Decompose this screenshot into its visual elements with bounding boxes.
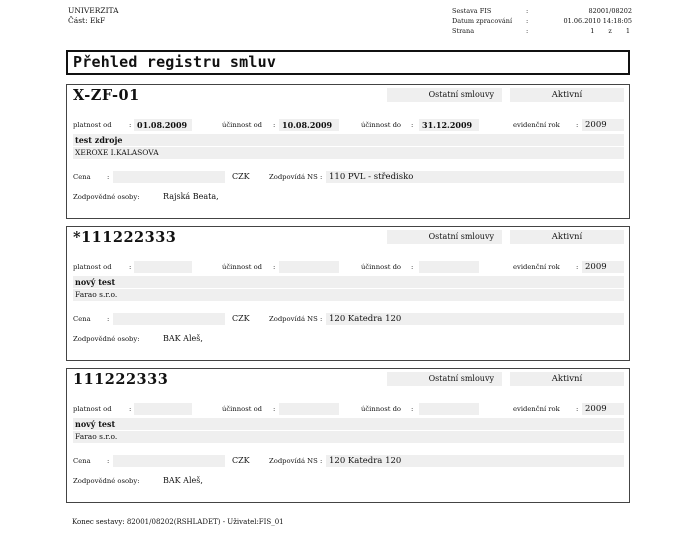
- ucinnost-od-value: [279, 261, 339, 273]
- evidencni-rok-colon: :: [576, 121, 579, 129]
- contract-subject: nový test: [73, 276, 624, 288]
- contract-code: X-ZF-01: [73, 87, 140, 104]
- responsible-persons-value: BAK Aleš,: [163, 334, 203, 343]
- responsible-ns-value: 120 Katedra 120: [326, 313, 624, 325]
- ucinnost-od-label: účinnost od: [222, 263, 263, 271]
- contract-status: Aktivní: [510, 372, 624, 386]
- contract-type: Ostatní smlouvy: [387, 230, 502, 244]
- price-value: [113, 171, 225, 183]
- evidencni-rok-colon: :: [576, 263, 579, 271]
- ucinnost-od-colon: :: [273, 405, 276, 413]
- platnost-od-colon: :: [129, 121, 132, 129]
- price-colon: :: [107, 457, 110, 465]
- report-header-left: [68, 6, 119, 26]
- report-header-right: [452, 6, 632, 36]
- evidencni-rok-value: 2009: [582, 403, 624, 415]
- responsible-ns-label: Zodpovídá NS: [269, 173, 318, 181]
- price-value: [113, 455, 225, 467]
- ucinnost-do-value: [419, 403, 479, 415]
- contract-record: [66, 226, 630, 361]
- contract-partner: Farao s.r.o.: [73, 431, 624, 443]
- page-number: 1: [590, 27, 595, 35]
- responsible-persons-label: Zodpovědné osoby:: [73, 335, 140, 343]
- responsible-ns-colon: :: [320, 457, 323, 465]
- price-colon: :: [107, 315, 110, 323]
- report-title: Přehled registru smluv: [66, 50, 630, 75]
- platnost-od-value: [134, 403, 192, 415]
- contract-partner: Farao s.r.o.: [73, 289, 624, 301]
- ucinnost-od-value: 10.08.2009: [279, 119, 339, 131]
- report-id-row: [452, 6, 632, 16]
- evidencni-rok-colon: :: [576, 405, 579, 413]
- contract-code: *111222333: [73, 229, 177, 246]
- report-id-label: Sestava FIS: [452, 7, 492, 15]
- ucinnost-od-label: účinnost od: [222, 405, 263, 413]
- processing-date-value: 01.06.2010 14:18:05: [563, 17, 632, 25]
- ucinnost-do-colon: :: [411, 405, 414, 413]
- price-colon: :: [107, 173, 110, 181]
- evidencni-rok-label: evidenční rok: [513, 121, 560, 129]
- page-separator: z: [608, 27, 612, 35]
- contract-subject: nový test: [73, 418, 624, 430]
- responsible-ns-colon: :: [320, 173, 323, 181]
- ucinnost-od-colon: :: [273, 263, 276, 271]
- platnost-od-label: platnost od: [73, 263, 112, 271]
- report-id-value: 82001/08202: [588, 7, 632, 15]
- ucinnost-do-value: [419, 261, 479, 273]
- page-total: 1: [625, 27, 630, 35]
- contract-partner: XEROXE I.KALASOVA: [73, 147, 624, 159]
- contract-status: Aktivní: [510, 88, 624, 102]
- page-label: Strana: [452, 27, 475, 35]
- responsible-persons-value: Rajská Beata,: [163, 192, 219, 201]
- contract-type: Ostatní smlouvy: [387, 88, 502, 102]
- price-value: [113, 313, 225, 325]
- price-label: Cena: [73, 315, 91, 323]
- responsible-ns-label: Zodpovídá NS: [269, 315, 318, 323]
- platnost-od-label: platnost od: [73, 121, 112, 129]
- report-id-colon: :: [526, 7, 529, 15]
- responsible-ns-value: 120 Katedra 120: [326, 455, 624, 467]
- ucinnost-do-label: účinnost do: [361, 405, 402, 413]
- price-currency: CZK: [232, 172, 250, 181]
- price-currency: CZK: [232, 314, 250, 323]
- evidencni-rok-label: evidenční rok: [513, 263, 560, 271]
- page-value: [536, 26, 632, 36]
- ucinnost-do-value: 31.12.2009: [419, 119, 479, 131]
- platnost-od-label: platnost od: [73, 405, 112, 413]
- organization-unit: Část: EkF: [68, 16, 106, 25]
- contract-record: [66, 368, 630, 503]
- platnost-od-value: [134, 261, 192, 273]
- evidencni-rok-value: 2009: [582, 261, 624, 273]
- responsible-persons-label: Zodpovědné osoby:: [73, 477, 140, 485]
- ucinnost-od-colon: :: [273, 121, 276, 129]
- page-row: [452, 26, 632, 36]
- processing-date-label: Datum zpracování: [452, 17, 513, 25]
- responsible-ns-value: 110 PVL - středisko: [326, 171, 624, 183]
- ucinnost-do-colon: :: [411, 263, 414, 271]
- platnost-od-colon: :: [129, 263, 132, 271]
- contract-type: Ostatní smlouvy: [387, 372, 502, 386]
- processing-date-row: [452, 16, 632, 26]
- contract-status: Aktivní: [510, 230, 624, 244]
- organization-name: UNIVERZITA: [68, 6, 119, 15]
- contract-subject: test zdroje: [73, 134, 624, 146]
- price-label: Cena: [73, 457, 91, 465]
- platnost-od-colon: :: [129, 405, 132, 413]
- contract-record: [66, 84, 630, 219]
- price-label: Cena: [73, 173, 91, 181]
- responsible-persons-value: BAK Aleš,: [163, 476, 203, 485]
- report-footer: Konec sestavy: 82001/08202(RSHLADET) - Uživatel:FIS_01: [72, 518, 284, 526]
- platnost-od-value: 01.08.2009: [134, 119, 192, 131]
- responsible-ns-label: Zodpovídá NS: [269, 457, 318, 465]
- evidencni-rok-label: evidenční rok: [513, 405, 560, 413]
- responsible-persons-label: Zodpovědné osoby:: [73, 193, 140, 201]
- ucinnost-do-label: účinnost do: [361, 121, 402, 129]
- contract-code: 111222333: [73, 371, 169, 388]
- responsible-ns-colon: :: [320, 315, 323, 323]
- ucinnost-od-label: účinnost od: [222, 121, 263, 129]
- ucinnost-do-colon: :: [411, 121, 414, 129]
- evidencni-rok-value: 2009: [582, 119, 624, 131]
- ucinnost-do-label: účinnost do: [361, 263, 402, 271]
- processing-date-colon: :: [526, 17, 529, 25]
- ucinnost-od-value: [279, 403, 339, 415]
- price-currency: CZK: [232, 456, 250, 465]
- page-colon: :: [526, 27, 529, 35]
